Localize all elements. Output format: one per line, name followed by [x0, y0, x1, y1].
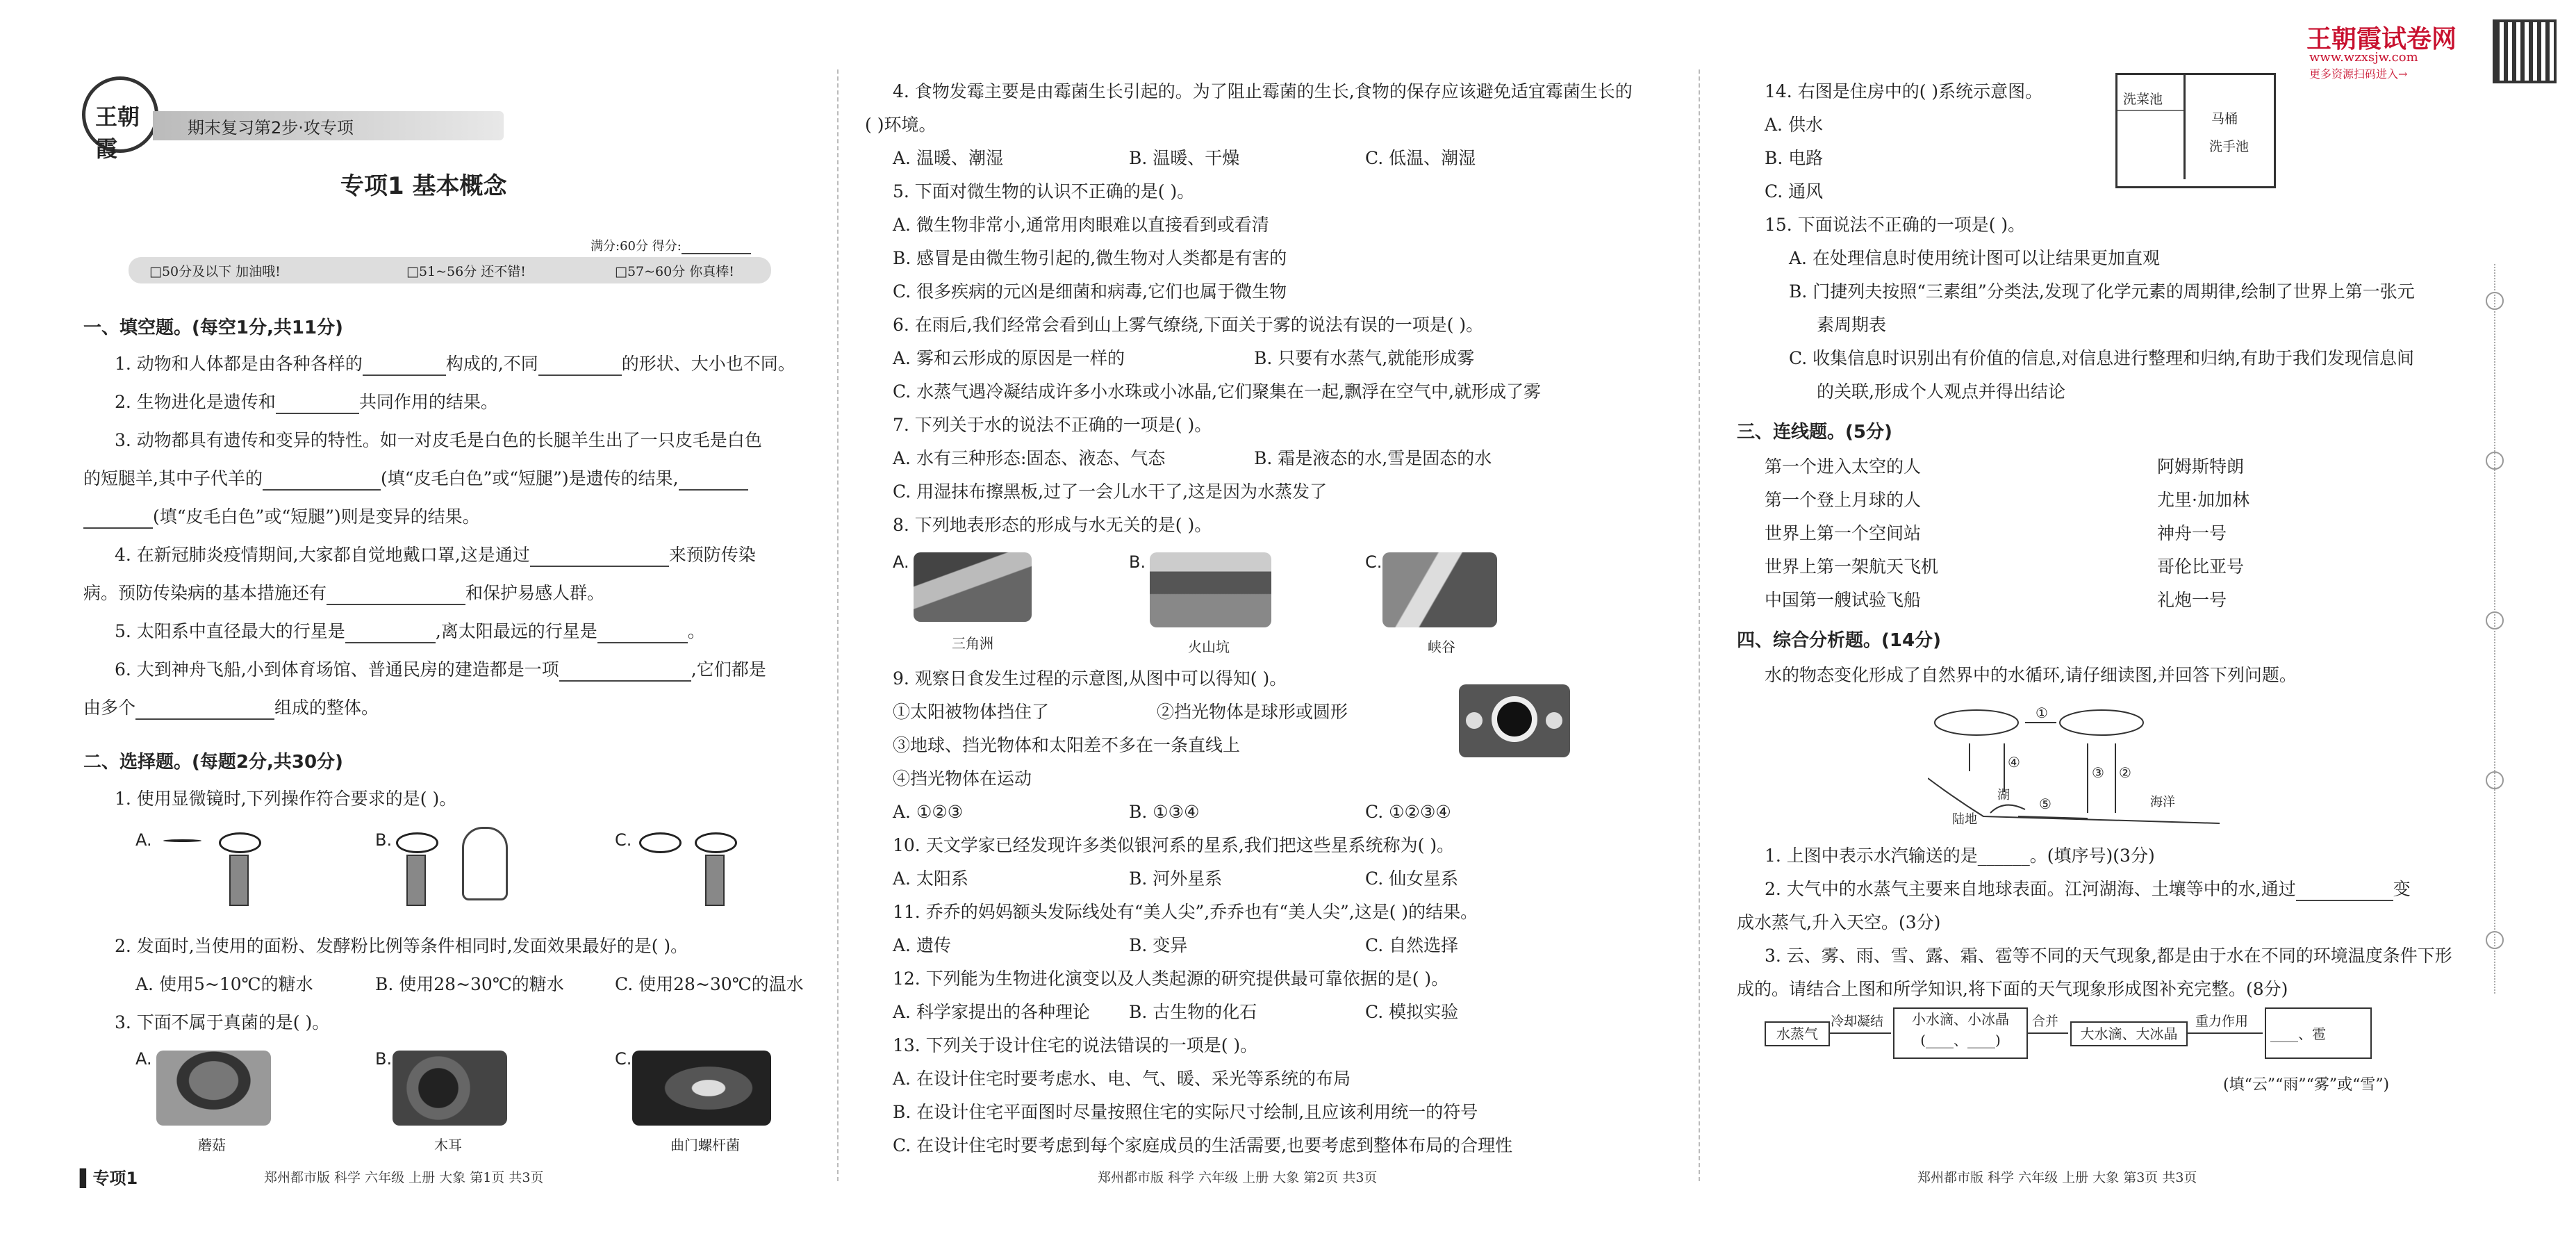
flow-arrow: [2186, 1032, 2263, 1034]
choice-question-9: 9. 观察日食发生过程的示意图,从图中可以得知( )。: [893, 668, 1287, 689]
diagram-label: 洗手池: [2209, 139, 2249, 154]
statement-1: ①太阳被物体挡住了: [893, 702, 1050, 722]
match-right-item[interactable]: 阿姆斯特朗: [2157, 456, 2245, 477]
match-left-item[interactable]: 第一个进入太空的人: [1765, 456, 1922, 477]
option-c[interactable]: C. 收集信息时识别出有价值的信息,对信息进行整理和归纳,有助于我们发现信息间: [1789, 348, 2415, 368]
page-footer: 郑州都市版 科学 六年级 上册 大象 第2页 共3页: [1098, 1170, 1378, 1185]
choice-question-12: 12. 下列能为生物进化演变以及人类起源的研究提供最可靠依据的是( )。: [893, 969, 1449, 989]
option-b[interactable]: B. 变异: [1129, 935, 1188, 955]
option-b[interactable]: B. 门捷列夫按照“三素组”分类法,发现了化学元素的周期律,绘制了世界上第一张元: [1789, 281, 2415, 302]
option-c[interactable]: C. 低温、潮湿: [1365, 148, 1476, 168]
cycle-label: 海洋: [2150, 795, 2175, 809]
choice-question-3: 3. 下面不属于真菌的是( )。: [115, 1012, 330, 1032]
answer-blank[interactable]: [2296, 882, 2393, 901]
analysis-question-2: 2. 大气中的水蒸气主要来自地球表面。江河湖海、土壤等中的水,通过 变: [1765, 878, 2411, 901]
option-c[interactable]: C. 模拟实验: [1365, 1002, 1459, 1022]
choice-question-1: 1. 使用显微镜时,下列操作符合要求的是( )。: [115, 789, 457, 809]
section-title-fill: 一、填空题。(每空1分,共11分): [83, 318, 343, 338]
publisher-seal-icon: 王朝霞: [82, 76, 158, 153]
cycle-number: ③: [2092, 764, 2104, 781]
choice-options-12: [893, 1001, 1587, 1024]
choice-question-10: 10. 天文学家已经发现许多类似银河系的星系,我们把这些星系统称为( )。: [893, 835, 1455, 855]
image-caption: 火山坑: [1188, 639, 1230, 655]
flow-arrow: [1828, 1032, 1891, 1034]
solar-eclipse-image: [1459, 684, 1570, 757]
fill-question-1: 1. 动物和人体都是由各种各样的 构成的,不同 的形状、大小也不同。: [115, 352, 795, 376]
diagram-label: 马桶: [2211, 111, 2238, 126]
option-b[interactable]: B. 只要有水蒸气,就能形成雾: [1254, 348, 1475, 368]
flow-box-mid1: [1893, 1007, 2028, 1059]
site-slogan: 更多资源扫码进入→: [2309, 67, 2408, 81]
cycle-number: ②: [2119, 764, 2131, 781]
option-b[interactable]: B. 霜是液态的水,雪是固态的水: [1254, 448, 1492, 468]
image-caption: 三角洲: [952, 635, 993, 652]
option-label-b[interactable]: B.: [375, 1049, 393, 1069]
answer-blank[interactable]: [135, 700, 274, 720]
fill-question-5: 5. 太阳系中直径最大的行星是 ,离太阳最远的行星是 。: [115, 620, 705, 643]
flow-box-start: 水蒸气: [1765, 1021, 1830, 1046]
page-1: [76, 0, 827, 1243]
flow-box-end: [2265, 1007, 2372, 1059]
section-title-choice: 二、选择题。(每题2分,共30分): [83, 752, 343, 773]
option-a[interactable]: A. 在设计住宅时要考虑水、电、气、暖、采光等系统的布局: [893, 1069, 1351, 1089]
choice-question-7: 7. 下列关于水的说法不正确的一项是( )。: [893, 415, 1212, 435]
option-a[interactable]: A. 使用5~10℃的糖水: [135, 974, 313, 994]
match-left-item[interactable]: 世界上第一架航天飞机: [1765, 557, 1939, 577]
answer-blank[interactable]: [597, 624, 688, 643]
choice-question-6: 6. 在雨后,我们经常会看到山上雾气缭绕,下面关于雾的说法有误的一项是( )。: [893, 315, 1484, 335]
option-a[interactable]: A. ①②③: [893, 802, 964, 822]
match-left-item[interactable]: 世界上第一个空间站: [1765, 523, 1922, 543]
option-b[interactable]: B. ①③④: [1129, 802, 1200, 822]
fill-question-4: 4. 在新冠肺炎疫情期间,大家都自觉地戴口罩,这是通过 来预防传染: [115, 543, 756, 567]
cycle-number: ①: [2036, 705, 2048, 721]
mushroom-image: [156, 1051, 271, 1126]
option-a[interactable]: A. 在处理信息时使用统计图可以让结果更加直观: [1789, 248, 2160, 268]
water-system-diagram: [2115, 73, 2276, 188]
answer-blank[interactable]: [559, 662, 691, 682]
match-right-item[interactable]: 哥伦比亚号: [2157, 557, 2245, 577]
binding-mark: [2486, 611, 2504, 629]
choice-question-8: 8. 下列地表形态的形成与水无关的是( )。: [893, 515, 1212, 535]
score-option[interactable]: □51~56分 还不错!: [406, 264, 526, 279]
delta-image: [914, 552, 1032, 622]
statement-4: ④挡光物体在运动: [893, 768, 1032, 789]
option-c[interactable]: C. ①②③④: [1365, 802, 1451, 822]
choice-options-2: [135, 973, 830, 996]
choice-options-9: [893, 800, 1587, 824]
cycle-number: ⑤: [2039, 796, 2051, 812]
choice-options-10: [893, 867, 1587, 891]
answer-blank[interactable]: [327, 586, 465, 605]
score-line: 满分:60分 得分:: [591, 236, 751, 254]
footer-page-tag: ▌专项1: [80, 1169, 138, 1188]
analysis-question-3: 3. 云、雾、雨、雪、露、霜、雹等不同的天气现象,都是由于水在不同的环境温度条件下形: [1765, 946, 2452, 966]
option-b[interactable]: B. 感冒是由微生物引起的,微生物对人类都是有害的: [893, 248, 1287, 268]
choice-options-4: [893, 147, 1587, 170]
option-c[interactable]: C. 通风: [1765, 181, 1824, 201]
section-title-matching: 三、连线题。(5分): [1737, 422, 1892, 443]
fill-question-4-cont: 病。预防传染病的基本措施还有 和保护易感人群。: [83, 582, 604, 605]
option-c[interactable]: C. 在设计住宅时要考虑到每个家庭成员的生活需要,也要考虑到整体布局的合理性: [893, 1135, 1513, 1155]
option-c[interactable]: C. 仙女星系: [1365, 869, 1459, 889]
qr-code-icon[interactable]: [2493, 19, 2557, 83]
score-option[interactable]: □50分及以下 加油哦!: [149, 264, 281, 279]
option-a[interactable]: A. 微生物非常小,通常用肉眼难以直接看到或看清: [893, 215, 1269, 235]
option-a[interactable]: A. 温暖、潮湿: [893, 148, 1003, 168]
diagram-label: 洗菜池: [2123, 92, 2163, 107]
analysis-question-3-cont: 成的。请结合上图和所学知识,将下面的天气现象形成图补充完整。(8分): [1737, 979, 2288, 999]
fill-question-6: 6. 大到神舟飞船,小到体育场馆、普通民房的建造都是一项 ,它们都是: [115, 658, 766, 682]
answer-blank[interactable]: [276, 395, 359, 414]
option-label-b[interactable]: B.: [1129, 552, 1146, 572]
option-label-c[interactable]: C.: [1365, 552, 1382, 572]
choice-options-11: [893, 934, 1587, 957]
flow-box-blank[interactable]: (____、____): [1920, 1032, 2001, 1048]
binding-mark: [2486, 292, 2504, 310]
fill-question-6-cont: 由多个 组成的整体。: [83, 696, 379, 720]
site-url: www.wzxsjw.com: [2309, 50, 2418, 65]
cycle-label: 陆地: [1952, 812, 1977, 827]
image-caption: 曲门螺杆菌: [670, 1137, 740, 1153]
section-badge: 期末复习第2步·攻专项: [153, 111, 504, 140]
binding-mark: [2486, 931, 2504, 949]
fill-question-3-end: (填“皮毛白色”或“短腿”)则是变异的结果。: [83, 505, 480, 529]
match-left-item[interactable]: 中国第一艘试验飞船: [1765, 590, 1922, 610]
page-title: 专项1 基本概念: [340, 172, 507, 200]
choice-question-14: 14. 右图是住房中的( )系统示意图。: [1765, 81, 2043, 101]
option-b[interactable]: B. 温暖、干燥: [1129, 148, 1240, 168]
flow-arrow: [2026, 1032, 2068, 1034]
cycle-number: ④: [2008, 754, 2020, 771]
option-b[interactable]: B. 在设计住宅平面图时尽量按照住宅的实际尺寸绘制,且应该利用统一的符号: [893, 1102, 1478, 1122]
canyon-image: [1382, 552, 1497, 627]
option-c[interactable]: C. 水蒸气遇冷凝结成许多小水珠或小冰晶,它们聚集在一起,飘浮在空气中,就形成了雾: [893, 381, 1541, 402]
choice-question-11: 11. 乔乔的妈妈额头发际线处有“美人尖”,乔乔也有“美人尖”,这是( )的结果。: [893, 902, 1478, 922]
answer-blank[interactable]: [83, 509, 153, 529]
section-title-analysis: 四、综合分析题。(14分): [1737, 630, 1941, 651]
statement-3: ③地球、挡光物体和太阳差不多在一条直线上: [893, 735, 1241, 755]
option-a[interactable]: A. 雾和云形成的原因是一样的: [893, 348, 1125, 368]
option-c-cont: 的关联,形成个人观点并得出结论: [1817, 381, 2065, 402]
flow-box-mid2: 大水滴、大冰晶: [2070, 1021, 2188, 1046]
answer-blank[interactable]: [530, 548, 669, 567]
volcano-crater-image: [1150, 552, 1271, 627]
water-cycle-diagram: [1928, 695, 2220, 834]
page-divider: [1699, 69, 1700, 1181]
flow-step-label: 重力作用: [2195, 1014, 2249, 1029]
match-right-item[interactable]: 礼炮一号: [2157, 590, 2227, 610]
option-a[interactable]: A. 供水: [1765, 115, 1823, 135]
page-divider: [837, 69, 839, 1181]
choice-question-15: 15. 下面说法不正确的一项是( )。: [1765, 215, 2026, 235]
option-a[interactable]: A. 水有三种形态:固态、液态、气态: [893, 448, 1166, 468]
option-label-a[interactable]: A.: [893, 552, 909, 572]
eyes-microscope-b: [393, 827, 531, 917]
choice-question-2: 2. 发面时,当使用的面粉、发酵粉比例等条件相同时,发面效果最好的是( )。: [115, 936, 688, 956]
eyes-microscope-c: [636, 827, 747, 910]
page-footer: 郑州都市版 科学 六年级 上册 大象 第3页 共3页: [1917, 1170, 2197, 1185]
binding-mark: [2486, 771, 2504, 789]
eyes-microscope-a: [160, 827, 271, 910]
option-label-a[interactable]: A.: [135, 1049, 152, 1069]
answer-blank[interactable]: [679, 471, 748, 491]
page-3: [1737, 0, 2466, 1243]
site-brand: 王朝霞试卷网: [2306, 25, 2457, 53]
choice-question-5: 5. 下面对微生物的认识不正确的是( )。: [893, 181, 1195, 201]
binding-mark: [2486, 452, 2504, 470]
image-caption: 蘑菇: [198, 1137, 226, 1153]
option-b-cont: 素周期表: [1817, 315, 1887, 335]
cycle-label: 湖: [1997, 788, 2010, 802]
image-caption: 峡谷: [1428, 639, 1455, 655]
answer-blank[interactable]: [538, 356, 622, 376]
option-a[interactable]: A. 科学家提出的各种理论: [893, 1002, 1090, 1022]
analysis-question-1: 1. 上图中表示水汽输送的是______。(填序号)(3分): [1765, 846, 2155, 866]
answer-blank[interactable]: [263, 471, 381, 491]
fill-question-2: 2. 生物进化是遗传和 共同作用的结果。: [115, 390, 498, 414]
analysis-question-2-cont: 成水蒸气,升入天空。(3分): [1737, 912, 1941, 932]
option-c[interactable]: C. 使用28~30℃的温水: [615, 974, 804, 994]
fill-question-3-cont: 的短腿羊,其中子代羊的 (填“皮毛白色”或“短腿”)是遗传的结果,: [83, 467, 748, 491]
score-bar: [129, 257, 771, 283]
image-caption: 木耳: [434, 1137, 462, 1153]
statement-2: ②挡光物体是球形或圆形: [1157, 702, 1348, 722]
page-footer: 郑州都市版 科学 六年级 上册 大象 第1页 共3页: [264, 1170, 544, 1185]
fill-question-3: 3. 动物都具有遗传和变异的特性。如一对皮毛是白色的长腿羊生出了一只皮毛是白色: [115, 430, 762, 450]
match-right-item[interactable]: 神舟一号: [2157, 523, 2227, 543]
flow-box-blank[interactable]: ____、雹: [2270, 1026, 2326, 1042]
option-a[interactable]: A. 遗传: [893, 935, 951, 955]
option-label-c[interactable]: C.: [615, 830, 632, 850]
page-2: [865, 0, 1664, 1243]
choice-question-4: 4. 食物发霉主要是由霉菌生长引起的。为了阻止霉菌的生长,食物的保存应该避免适宜霉菌生长的: [893, 81, 1633, 101]
score-option[interactable]: □57~60分 你真棒!: [615, 264, 734, 279]
option-b[interactable]: B. 电路: [1765, 148, 1824, 168]
fill-hint: (填“云”“雨”“雾”或“雪”): [2223, 1076, 2390, 1094]
match-right-item[interactable]: 尤里·加加林: [2157, 490, 2249, 510]
choice-question-13: 13. 下列关于设计住宅的说法错误的一项是( )。: [893, 1035, 1258, 1055]
option-b[interactable]: B. 河外星系: [1129, 869, 1223, 889]
option-c[interactable]: C. 很多疾病的元凶是细菌和病毒,它们也属于微生物: [893, 281, 1287, 302]
flow-step-label: 合并: [2032, 1014, 2059, 1029]
answer-blank[interactable]: [345, 624, 436, 643]
option-b[interactable]: B. 古生物的化石: [1129, 1002, 1257, 1022]
option-b[interactable]: B. 使用28~30℃的糖水: [375, 974, 564, 994]
match-left-item[interactable]: 第一个登上月球的人: [1765, 490, 1922, 510]
option-label-b[interactable]: B.: [375, 830, 393, 850]
bacteria-image: [632, 1051, 771, 1126]
option-c[interactable]: C. 用湿抹布擦黑板,过了一会儿水干了,这是因为水蒸发了: [893, 481, 1328, 502]
flow-box-text: 小水滴、小冰晶: [1912, 1011, 2009, 1028]
choice-question-4-cont: ( )环境。: [865, 115, 936, 135]
option-label-a[interactable]: A.: [135, 830, 152, 850]
wood-ear-image: [393, 1051, 507, 1126]
option-a[interactable]: A. 太阳系: [893, 869, 968, 889]
answer-blank[interactable]: [363, 356, 446, 376]
analysis-intro: 水的物态变化形成了自然界中的水循环,请仔细读图,并回答下列问题。: [1765, 665, 2297, 685]
flow-step-label: 冷却凝结: [1831, 1014, 1884, 1029]
option-c[interactable]: C. 自然选择: [1365, 935, 1459, 955]
option-label-c[interactable]: C.: [615, 1049, 632, 1069]
